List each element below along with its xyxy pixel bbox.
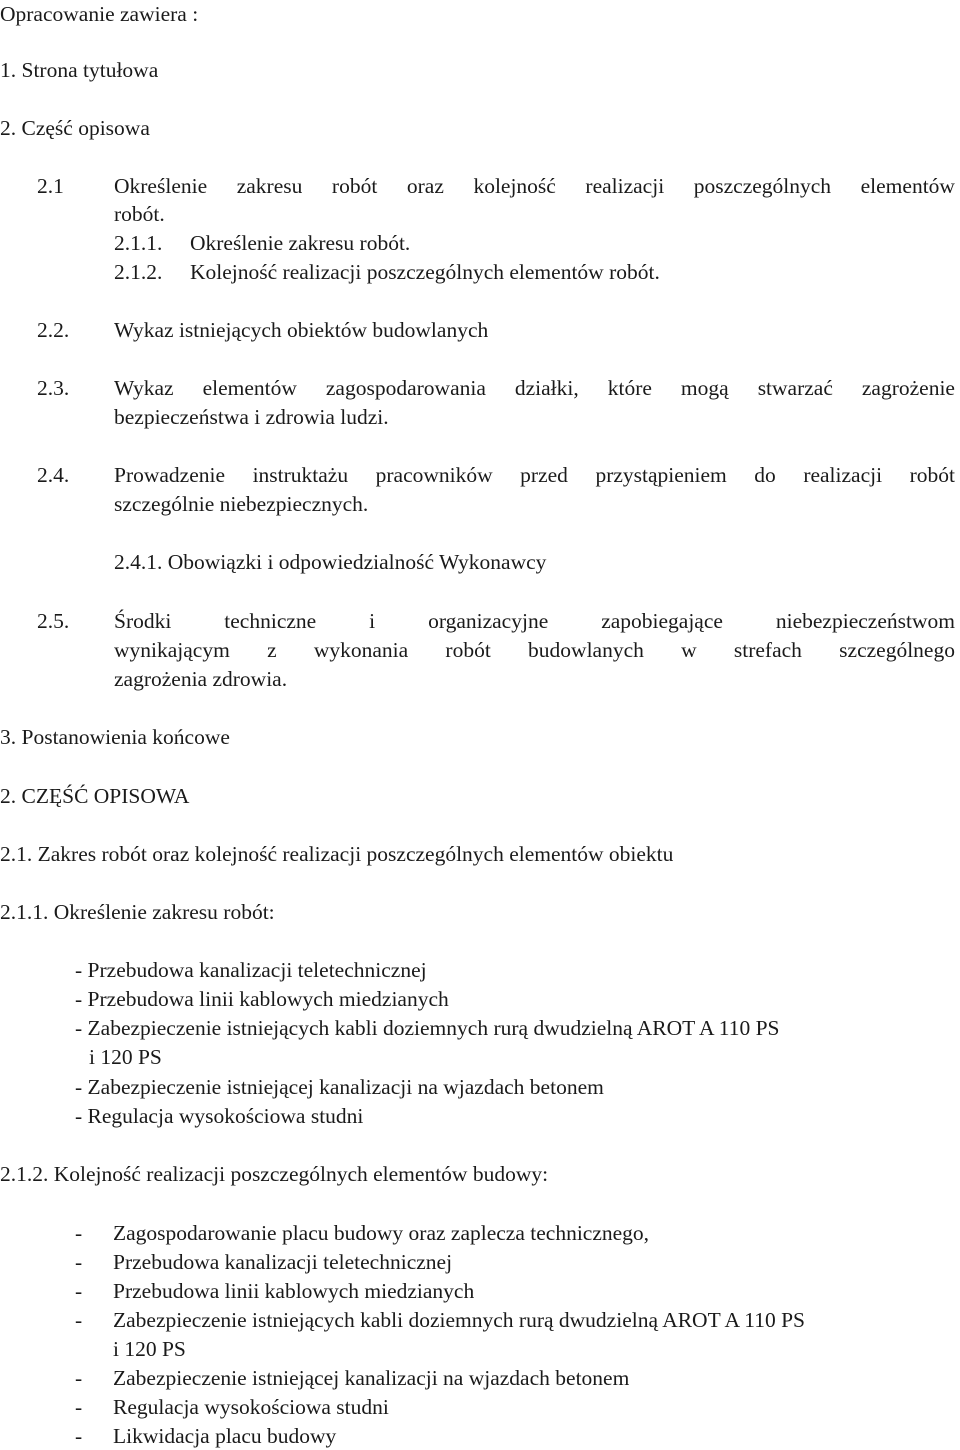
order-item: Przebudowa kanalizacji teletechnicznej xyxy=(113,1250,453,1274)
toc-item-2: 2. Część opisowa xyxy=(0,116,150,140)
scope-item: - Zabezpieczenie istniejących kabli doziemnych rurą dwudzielną AROT A 110 PS xyxy=(75,1016,780,1040)
toc-heading: Opracowanie zawiera : xyxy=(0,2,199,26)
toc-2-4-1: 2.4.1. Obowiązki i odpowiedzialność Wykonawcy xyxy=(114,550,547,574)
toc-2-1-2-number: 2.1.2. xyxy=(114,260,163,284)
toc-2-3-line1: Wykaz elementów zagospodarowania działki, które mogą stwarzać zagrożenie xyxy=(114,376,955,400)
toc-2-5-line1: Środki techniczne i organizacyjne zapobiegające niebezpieczeństwom xyxy=(114,609,955,633)
scope-item: - Zabezpieczenie istniejącej kanalizacji na wjazdach betonem xyxy=(75,1075,604,1099)
order-dash: - xyxy=(75,1279,83,1303)
scope-item-continuation: i 120 PS xyxy=(89,1045,162,1069)
toc-2-2-text: Wykaz istniejących obiektów budowlanych xyxy=(114,318,489,342)
toc-2-1-2-text: Kolejność realizacji poszczególnych elementów robót. xyxy=(190,260,660,284)
toc-2-3-number: 2.3. xyxy=(37,376,70,400)
scope-item: - Regulacja wysokościowa studni xyxy=(75,1104,364,1128)
toc-2-5-number: 2.5. xyxy=(37,609,70,633)
toc-2-1-line2: robót. xyxy=(114,202,165,226)
toc-2-5-line2: wynikającym z wykonania robót budowlanych w strefach szczególnego xyxy=(114,638,955,662)
order-item: Likwidacja placu budowy xyxy=(113,1424,337,1448)
toc-2-4-line2: szczególnie niebezpiecznych. xyxy=(114,492,369,516)
toc-2-4-number: 2.4. xyxy=(37,463,70,487)
toc-2-1-1-number: 2.1.1. xyxy=(114,231,163,255)
toc-item-1: 1. Strona tytułowa xyxy=(0,58,159,82)
scope-item: - Przebudowa kanalizacji teletechnicznej xyxy=(75,958,427,982)
subsection-2-1-1: 2.1.1. Określenie zakresu robót: xyxy=(0,900,275,924)
order-dash: - xyxy=(75,1308,83,1332)
toc-2-3-line2: bezpieczeństwa i zdrowia ludzi. xyxy=(114,405,389,429)
order-dash: - xyxy=(75,1395,83,1419)
toc-2-1-1-text: Określenie zakresu robót. xyxy=(190,231,411,255)
order-item: Zabezpieczenie istniejącej kanalizacji na wjazdach betonem xyxy=(113,1366,630,1390)
order-item: Zagospodarowanie placu budowy oraz zaplecza technicznego, xyxy=(113,1221,650,1245)
order-dash: - xyxy=(75,1424,83,1448)
toc-2-4-line1: Prowadzenie instruktażu pracowników przed przystąpieniem do realizacji robót xyxy=(114,463,955,487)
subsection-2-1-2: 2.1.2. Kolejność realizacji poszczególnych elementów budowy: xyxy=(0,1162,549,1186)
section-title: 2. CZĘŚĆ OPISOWA xyxy=(0,784,190,808)
order-item-continuation: i 120 PS xyxy=(113,1337,186,1361)
subsection-2-1: 2.1. Zakres robót oraz kolejność realizacji poszczególnych elementów obiektu xyxy=(0,842,674,866)
order-dash: - xyxy=(75,1366,83,1390)
order-dash: - xyxy=(75,1250,83,1274)
order-item: Regulacja wysokościowa studni xyxy=(113,1395,389,1419)
scope-item: - Przebudowa linii kablowych miedzianych xyxy=(75,987,449,1011)
order-dash: - xyxy=(75,1221,83,1245)
order-item: Przebudowa linii kablowych miedzianych xyxy=(113,1279,475,1303)
toc-item-3: 3. Postanowienia końcowe xyxy=(0,725,230,749)
toc-2-2-number: 2.2. xyxy=(37,318,70,342)
order-item: Zabezpieczenie istniejących kabli doziemnych rurą dwudzielną AROT A 110 PS xyxy=(113,1308,805,1332)
toc-2-5-line3: zagrożenia zdrowia. xyxy=(114,667,288,691)
toc-2-1-line1: Określenie zakresu robót oraz kolejność realizacji poszczególnych elementów xyxy=(114,174,955,198)
toc-2-1-number: 2.1 xyxy=(37,174,64,198)
